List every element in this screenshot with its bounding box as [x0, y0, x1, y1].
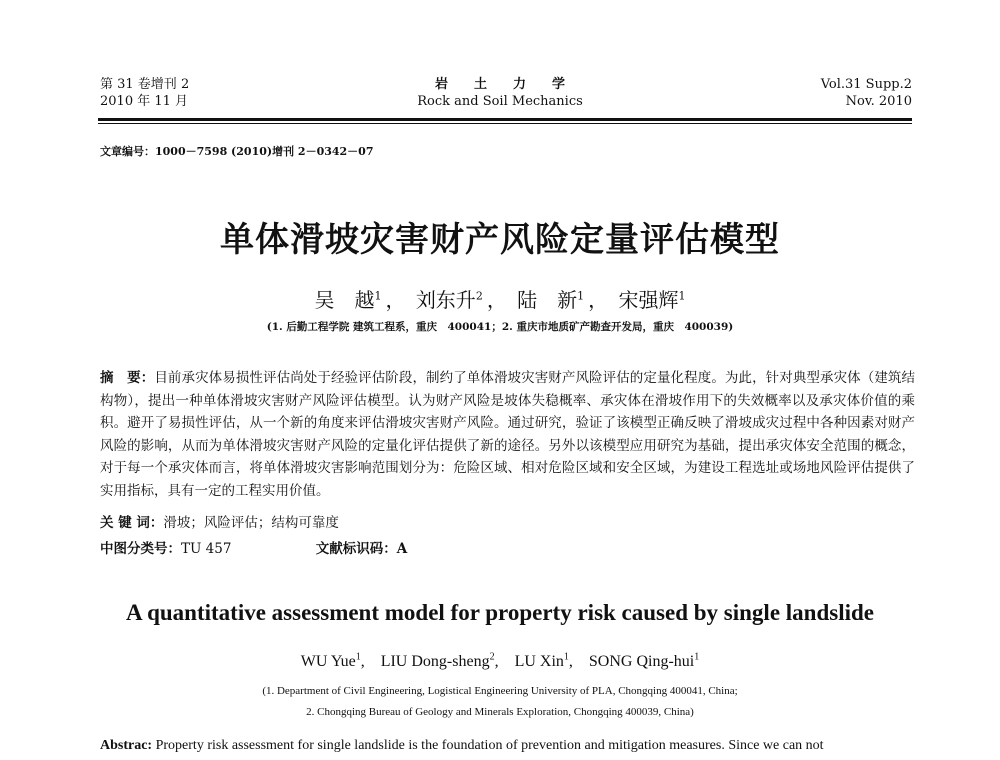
- author-separator: ，: [588, 288, 609, 312]
- keywords-label-cn: 关 键 词：: [100, 515, 164, 531]
- author-cn: [416, 288, 483, 312]
- author-affiliation-mark: 2: [475, 289, 483, 303]
- journal-name-cn: 岩土力学: [434, 77, 591, 92]
- author-affiliation-mark: 1: [694, 652, 700, 663]
- abstract-text-cn: 目前承灾体易损性评估尚处于经验评估阶段，制约了单体滑坡灾害财产风险评估的定量化程度。为此，针对典型承灾体（建筑结构物），提出一种单体滑坡灾害财产风险评估模型。认为财产风险是坡体失稳概率、承灾体在滑坡作用下的失效概率以及承灾体价值的乘积。避开了易损性评估，从一个新的角度来评估滑坡灾害财产风险。通过研究，验证了该模型正确反映了滑坡成灾过程中各种因素对财产风险的影响，从而为单体滑坡灾害财产风险的定量化评估提供了新的途径。另外以该模型应用研究为基础，提出承灾体安全范围的概念，对于每一个承灾体而言，将单体滑坡灾害影响范围划分为：危险区域、相对危险区域和安全区域，为建设工程选址或场地风险评估提供了实用指标，具有一定的工程实用价值。: [100, 370, 916, 499]
- paper-title-cn: 单体滑坡灾害财产风险定量评估模型: [220, 220, 780, 260]
- header-right: [821, 76, 912, 110]
- author-affiliation-mark: 1: [577, 289, 585, 303]
- header-center: [300, 76, 700, 110]
- affiliation-cn: (1. 后勤工程学院 建筑工程系，重庆 400041；2. 重庆市地质矿产勘查开发局，重庆 400039): [266, 321, 734, 333]
- abstract-cn: [100, 367, 915, 502]
- affiliation-en-line-1: (1. Department of Civil Engineering, Logistical Engineering University of PLA, Chongqing 400041, China;: [262, 685, 738, 697]
- abstract-label-cn: 摘 要：: [100, 370, 155, 386]
- header-rule-thin: [98, 123, 912, 124]
- author-name: 刘东升: [415, 288, 476, 312]
- doc-code-value: A: [396, 541, 408, 557]
- author-name: SONG Qing-hui: [588, 653, 695, 671]
- author-en: [301, 653, 365, 670]
- author-name: 宋强辉: [618, 288, 679, 312]
- abstract-label-en: Abstrac:: [100, 738, 153, 753]
- author-cn: [517, 288, 584, 312]
- paper-title-en: A quantitative assessment model for property risk caused by single landslide: [126, 600, 874, 625]
- author-en: [381, 653, 499, 670]
- volume-cn: 第 31 卷增刊 2: [100, 77, 190, 92]
- author-affiliation-mark: 1: [374, 289, 382, 303]
- author-list-cn: [60, 284, 940, 313]
- author-separator: ,: [360, 653, 365, 671]
- abstract-en: [100, 738, 915, 754]
- affiliation-en-line-2: 2. Chongqing Bureau of Geology and Minerals Exploration, Chongqing 400039, China): [306, 706, 694, 718]
- author-affiliation-mark: 1: [563, 652, 569, 663]
- date-cn: 2010 年 11 月: [100, 94, 189, 109]
- clc-value: TU 457: [181, 541, 232, 557]
- author-name: 吴 越: [314, 288, 375, 312]
- clc-label: 中图分类号：: [100, 541, 181, 557]
- author-en: [515, 653, 573, 670]
- classification-line: [100, 537, 407, 557]
- keywords-cn: [100, 511, 339, 531]
- author-name: LU Xin: [514, 653, 564, 671]
- header-rule-thick: [98, 118, 912, 121]
- author-cn: [314, 288, 381, 312]
- author-name: LIU Dong-sheng: [380, 653, 490, 671]
- abstract-text-en: Property risk assessment for single landslide is the foundation of prevention and mitigation measures. Since we can not: [155, 738, 824, 753]
- author-separator: ,: [494, 653, 499, 671]
- author-cn: [619, 288, 686, 312]
- header-left: [100, 76, 189, 110]
- article-number: 文章编号：1000－7598 (2010)增刊 2－0342－07: [100, 145, 374, 158]
- author-separator: ，: [385, 288, 406, 312]
- author-name: 陆 新: [517, 288, 578, 312]
- doc-code-label: 文献标识码：: [315, 541, 397, 557]
- author-separator: ,: [568, 653, 573, 671]
- volume-en: Vol.31 Supp.2: [820, 77, 912, 92]
- author-en: [589, 653, 699, 670]
- author-name: WU Yue: [300, 653, 356, 671]
- date-en: Nov. 2010: [845, 94, 912, 109]
- author-affiliation-mark: 1: [678, 289, 686, 303]
- journal-name-en: Rock and Soil Mechanics: [417, 94, 583, 109]
- author-affiliation-mark: 1: [355, 652, 361, 663]
- keywords-text-cn: 滑坡；风险评估；结构可靠度: [163, 515, 339, 531]
- author-affiliation-mark: 2: [489, 652, 495, 663]
- document-code: [316, 541, 407, 557]
- author-list-en: [60, 652, 940, 671]
- author-separator: ，: [486, 288, 507, 312]
